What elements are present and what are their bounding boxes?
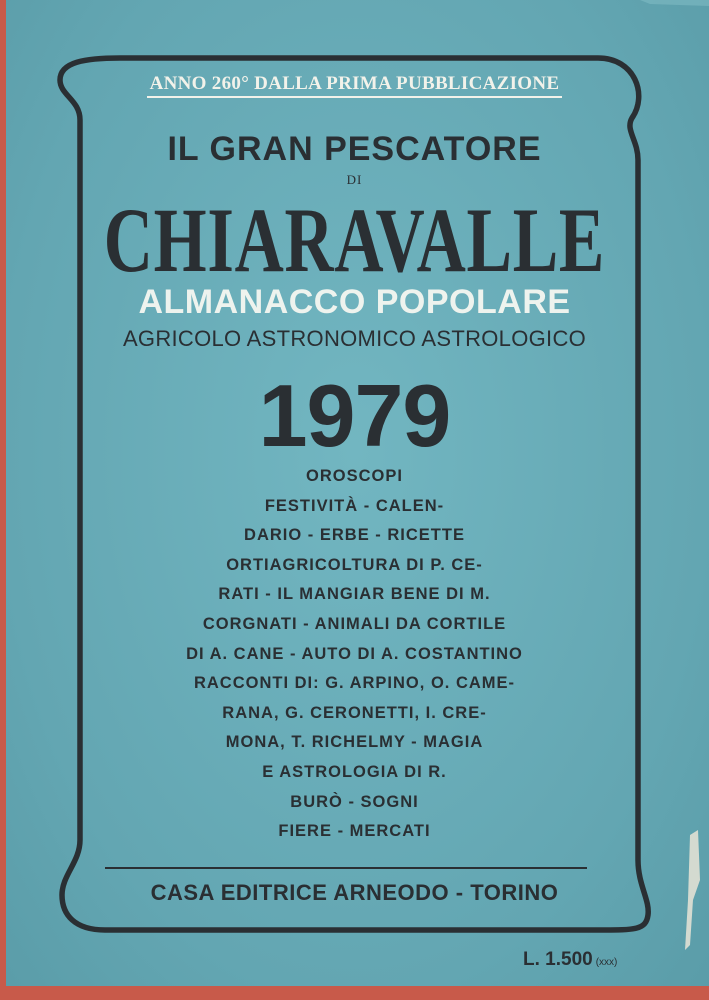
contents-line: DI A. CANE - AUTO DI A. COSTANTINO bbox=[186, 644, 523, 663]
contents-line: RANA, G. CERONETTI, I. CRE- bbox=[222, 703, 487, 722]
title-line-1: IL GRAN PESCATORE bbox=[167, 130, 542, 168]
main-title: CHIARAVALLE bbox=[103, 189, 605, 291]
anniversary-banner: ANNO 260° DALLA PRIMA PUBBLICAZIONE bbox=[0, 73, 709, 95]
contents-line: DARIO - ERBE - RICETTE bbox=[244, 526, 465, 545]
contents-line: BURÒ - SOGNI bbox=[290, 792, 419, 811]
contents-line: FIERE - MERCATI bbox=[278, 822, 431, 841]
year: 1979 bbox=[258, 366, 451, 465]
contents-line: ORTIAGRICOLTURA DI P. CE- bbox=[226, 555, 483, 574]
price-code: (xxx) bbox=[595, 957, 618, 968]
contents-line: FESTIVITÀ - CALEN- bbox=[264, 496, 445, 515]
contents-line: OROSCOPI bbox=[306, 467, 403, 485]
publisher: CASA EDITRICE ARNEODO - TORINO bbox=[150, 880, 559, 905]
title-di: DI bbox=[346, 172, 363, 187]
contents-line: CORGNATI - ANIMALI DA CORTILE bbox=[202, 614, 507, 633]
subtitle: ALMANACCO POPOLARE bbox=[138, 283, 571, 321]
contents-line: MONA, T. RICHELMY - MAGIA bbox=[225, 733, 484, 752]
contents-line: RACCONTI DI: G. ARPINO, O. CAME- bbox=[193, 674, 516, 693]
price-value: L. 1.500 bbox=[523, 949, 593, 970]
contents-line: E ASTROLOGIA DI R. bbox=[262, 762, 447, 781]
contents-line: RATI - IL MANGIAR BENE DI M. bbox=[218, 585, 491, 604]
subtitle-2: AGRICOLO ASTRONOMICO ASTROLOGICO bbox=[122, 326, 587, 351]
